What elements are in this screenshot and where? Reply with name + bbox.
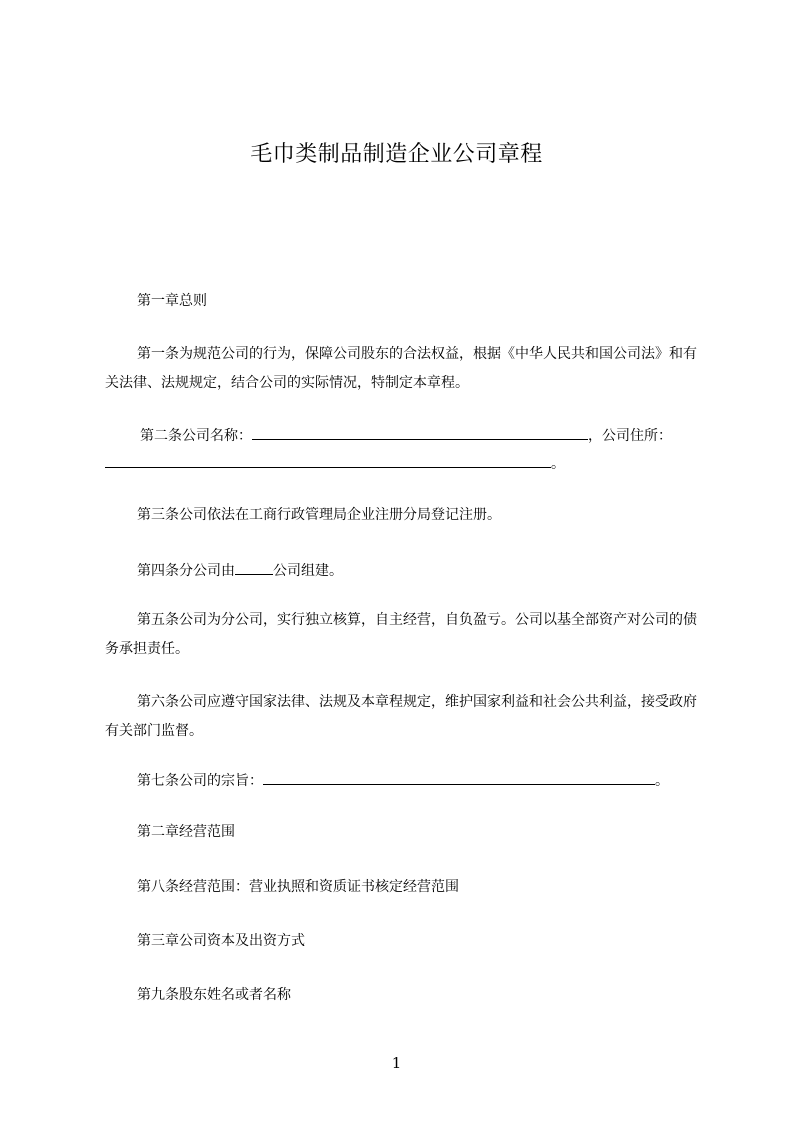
article-2-line-2 (105, 453, 565, 474)
article-1: 第一条为规范公司的行为，保障公司股东的合法权益，根据《中华人民共和国公司法》和有关法律、法规规定，结合公司的实际情况，特制定本章程。 (105, 346, 697, 391)
article-2-line-1 (140, 425, 672, 446)
article-7-label: 第七条公司的宗旨： (137, 773, 263, 789)
article-6: 第六条公司应遵守国家法律、法规及本章程规定，维护国家利益和社会公共利益，接受政府有关部门监督。 (105, 694, 697, 739)
article-2-end: 。 (551, 456, 565, 472)
article-4 (137, 560, 343, 581)
founding-company-blank (235, 560, 273, 575)
chapter-3-heading: 第三章公司资本及出资方式 (137, 933, 305, 949)
chapter-1-heading: 第一章总则 (137, 293, 207, 309)
page-number: 1 (391, 1054, 402, 1072)
article-7 (137, 770, 669, 791)
purpose-blank (263, 770, 655, 785)
article-2-label: 第二条公司名称： (140, 428, 252, 444)
article-4-suffix: 公司组建。 (273, 563, 343, 579)
company-address-blank (105, 453, 551, 468)
company-name-blank (252, 425, 588, 440)
article-8: 第八条经营范围：营业执照和资质证书核定经营范围 (137, 879, 459, 895)
article-4-prefix: 第四条分公司由 (137, 563, 235, 579)
article-7-end: 。 (655, 773, 669, 789)
article-5: 第五条公司为分公司，实行独立核算，自主经营，自负盈亏。公司以基全部资产对公司的债务承担责任。 (105, 612, 697, 657)
document-title: 毛巾类制品制造企业公司章程 (250, 142, 543, 167)
chapter-2-heading: 第二章经营范围 (137, 824, 235, 840)
article-9: 第九条股东姓名或者名称 (137, 987, 291, 1003)
article-3: 第三条公司依法在工商行政管理局企业注册分局登记注册。 (137, 507, 501, 523)
article-2-address-label: ，公司住所： (588, 428, 672, 444)
